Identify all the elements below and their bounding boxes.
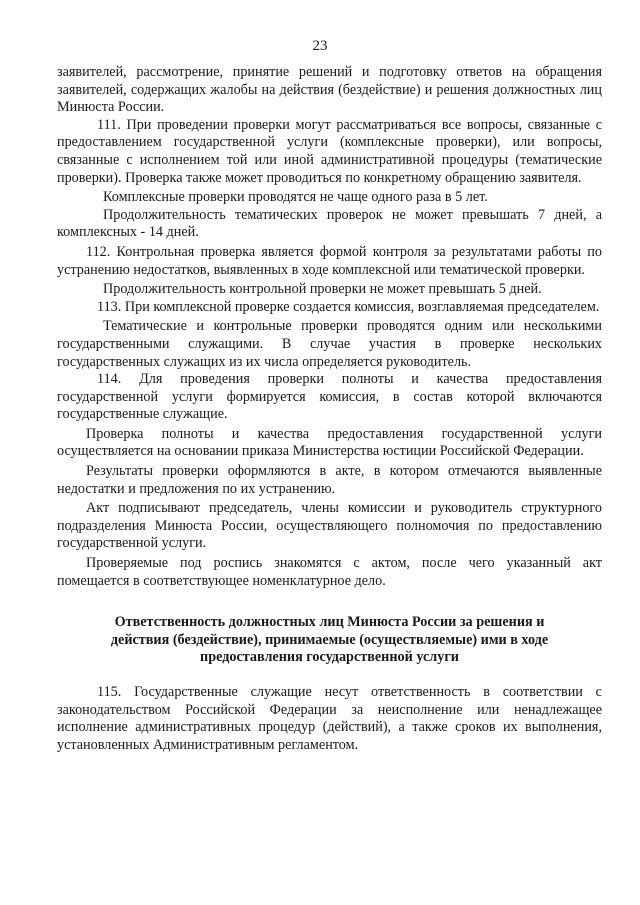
section-heading: Ответственность должностных лиц Минюста России за решения и действия (бездействие), принимаемые (осуществляемые) ими в ходе предоставления государственной услуги (110, 614, 549, 666)
paragraph-complex-checks: Комплексные проверки проводятся не чаще одного раза в 5 лет. (103, 189, 488, 206)
paragraph-continuation: заявителей, рассмотрение, принятие решений и подготовку ответов на обращения заявителей, содержащих жалобы на действия (бездействие) и решения должностных лиц Минюста России. (57, 64, 602, 116)
paragraph-112: 112. Контрольная проверка является формой контроля за результатами работы по устранению недостатков, выявленных в ходе комплексной или тематической проверки. (57, 243, 602, 278)
paragraph-thematic-control: Тематические и контрольные проверки проводятся одним или несколькими государственными служащими. В случае участия в проверке нескольких государственных служащих из их числа определяется руководитель. (57, 318, 602, 370)
paragraph-check-basis: Проверка полноты и качества предоставления государственной услуги осуществляется на основании приказа Министерства юстиции Российской Федерации. (57, 425, 602, 460)
paragraph-111: 111. При проведении проверки могут рассматриваться все вопросы, связанные с предоставлением государственной услуги (комплексные проверки), или вопросы, связанные с исполнением той или иной административной процедуры (тематические проверки). Проверка также может проводиться по конкретному обращению заявителя. (57, 116, 602, 186)
paragraph-113: 113. При комплексной проверке создается комиссия, возглавляемая председателем. (97, 298, 600, 315)
document-body (57, 64, 602, 754)
page-number: 23 (312, 38, 328, 54)
paragraph-115: 115. Государственные служащие несут ответственность в соответствии с законодательством Российской Федерации за неисполнение или ненадлежащее исполнение административных процедур (действий), а также сроков их выполнения, установленных Административным регламентом. (57, 684, 602, 753)
paragraph-114: 114. Для проведения проверки полноты и качества предоставления государственной услуги формируется комиссия, в состав которой включаются государственные служащие. (57, 371, 602, 423)
paragraph-control-duration: Продолжительность контрольной проверки не может превышать 5 дней. (103, 281, 542, 298)
paragraph-thematic-duration: Продолжительность тематических проверок не может превышать 7 дней, а комплексных - 14 дней. (57, 206, 602, 241)
paragraph-act-filing: Проверяемые под роспись знакомятся с актом, после чего указанный акт помещается в соответствующее номенклатурное дело. (57, 555, 602, 589)
paragraph-results: Результаты проверки оформляются в акте, в котором отмечаются выявленные недостатки и предложения по их устранению. (57, 463, 602, 497)
paragraph-act-signing: Акт подписывают председатель, члены комиссии и руководитель структурного подразделения Минюста России, осуществляющего полномочия по предоставлению государственной услуги. (57, 500, 602, 552)
